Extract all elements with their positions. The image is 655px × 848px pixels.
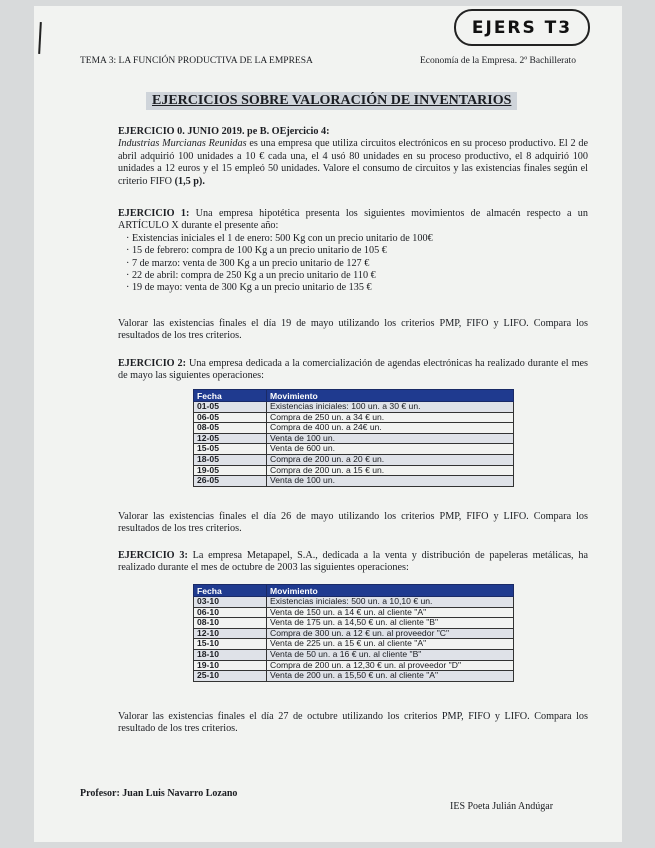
exercise-2-intro: Una empresa dedicada a la comercialización de agendas electrónicas ha realizado durante el mes de mayo las siguientes operaciones:	[118, 358, 588, 382]
table-row: 12-05 Venta de 100 un.	[194, 433, 514, 444]
page-title: EJERCICIOS SOBRE VALORACIÓN DE INVENTARIOS	[146, 92, 517, 110]
col-header-movement: Movimiento	[267, 585, 514, 597]
exercise-1-intro-line	[118, 208, 588, 233]
exercise-0-company: Industrias Murcianas Reunidas	[118, 138, 247, 150]
exercise-3-intro-line	[118, 550, 588, 575]
exercise-2-intro-line	[118, 358, 588, 383]
table-row: 18-05 Compra de 200 un. a 20 € un.	[194, 454, 514, 465]
header-topic: TEMA 3: LA FUNCIÓN PRODUCTIVA DE LA EMPRESA	[80, 56, 313, 66]
exercise-1-intro: Una empresa hipotética presenta los siguientes movimientos de almacén respecto a un ARTÍCULO X durante el presente año:	[118, 208, 588, 232]
list-item: · Existencias iniciales el 1 de enero: 500 Kg con un precio unitario de 100€	[126, 232, 433, 244]
exercise-1-closing: Valorar las existencias finales el día 19 de mayo utilizando los criterios PMP, FIFO y LIFO. Compara los resultados de los tres criterios.	[118, 318, 588, 342]
table-row: 08-05 Compra de 400 un. a 24€ un.	[194, 423, 514, 434]
table-row: 15-10 Venta de 225 un. a 15 € un. al cliente "A"	[194, 639, 514, 650]
exercise-1-list	[118, 233, 588, 295]
table-row: 19-05 Compra de 200 un. a 15 € un.	[194, 465, 514, 476]
list-item: · 15 de febrero: compra de 100 Kg a un precio unitario de 105 €	[126, 245, 387, 257]
exercise-1-heading: EJERCICIO 1:	[118, 208, 190, 219]
table-row: 19-10 Compra de 200 un. a 12,30 € un. al proveedor "D"	[194, 660, 514, 671]
table-row: 15-05 Venta de 600 un.	[194, 444, 514, 455]
table-row: 25-10 Venta de 200 un. a 15,50 € un. al cliente "A"	[194, 671, 514, 682]
list-item: · 19 de mayo: venta de 300 Kg a un precio unitario de 135 €	[126, 282, 372, 294]
exercise-3-heading: EJERCICIO 3:	[118, 550, 188, 561]
table-row: 06-10 Venta de 150 un. a 14 € un. al cliente "A"	[194, 607, 514, 618]
exercise-3-closing: Valorar las existencias finales el día 27 de octubre utilizando los criterios PMP, FIFO y LIFO. Compara los resultado de los tres criterios.	[118, 711, 588, 735]
exercise-3-intro: La empresa Metapapel, S.A., dedicada a la venta y distribución de papeleras metálicas, ha realizado durante el mes de octubre de 2003 las siguientes operaciones:	[118, 550, 588, 574]
footer-professor: Profesor: Juan Luis Navarro Lozano	[80, 788, 238, 799]
col-header-date: Fecha	[194, 585, 267, 597]
footer-school: IES Poeta Julián Andúgar	[450, 801, 554, 812]
table-row: 03-10 Existencias iniciales: 500 un. a 10,10 € un.	[194, 597, 514, 608]
exercise-0	[118, 126, 588, 188]
exercise-0-text: es una empresa que utiliza circuitos electrónicos en su proceso productivo. El 2 de abril adquirió 100 unidades a 10 € cada una, el 4 usó 80 unidades en su proceso productivo, el 8 adquirió 100 unidades a 12 euros y el 15 empleó 50 unidades. Valore el consumo de circuitos y las existencias finales según el criterio FIFO	[118, 138, 588, 187]
header-course: Economía de la Empresa. 2º Bachillerato	[420, 56, 576, 66]
exercise-2-closing: Valorar las existencias finales el día 26 de mayo utilizando los criterios PMP, FIFO y LIFO. Compara los resultados de los tres criterios.	[118, 511, 588, 535]
table-row: 18-10 Venta de 50 un. a 16 € un. al cliente "B"	[194, 649, 514, 660]
table-row: 01-05 Existencias iniciales: 100 un. a 30 € un.	[194, 402, 514, 413]
col-header-date: Fecha	[194, 390, 267, 402]
table-row: 12-10 Compra de 300 un. a 12 € un. al proveedor "C"	[194, 628, 514, 639]
exercise-0-heading: EJERCICIO 0. JUNIO 2019. pe B. OEjercicio 4:	[118, 126, 330, 137]
table-row: 08-10 Venta de 175 un. a 14,50 € un. al cliente "B"	[194, 618, 514, 629]
list-item: · 7 de marzo: venta de 300 Kg a un precio unitario de 127 €	[126, 257, 370, 269]
table-row: 26-05 Venta de 100 un.	[194, 476, 514, 487]
exercise-2-heading: EJERCICIO 2:	[118, 358, 187, 369]
exercise-0-points: (1,5 p).	[174, 175, 205, 187]
exercise-2-table	[193, 389, 514, 487]
col-header-movement: Movimiento	[267, 390, 514, 402]
exercise-1	[118, 208, 588, 295]
exercise-3-table	[193, 584, 514, 682]
exercise-0-body	[118, 138, 588, 188]
handwritten-tag: EJERS T3	[454, 9, 590, 46]
table-row: 06-05 Compra de 250 un. a 34 € un.	[194, 412, 514, 423]
list-item: · 22 de abril: compra de 250 Kg a un precio unitario de 110 €	[126, 270, 376, 282]
